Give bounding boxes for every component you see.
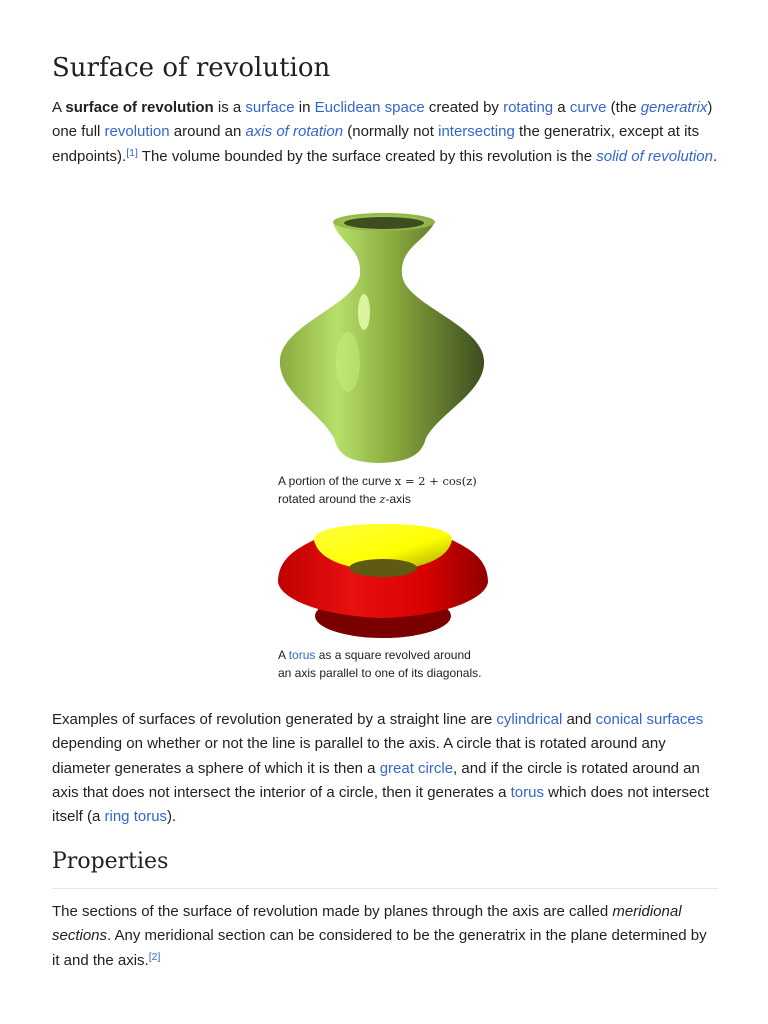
link-axis-text: axis of rotation (245, 123, 344, 141)
link-generatrix-text: generatrix (640, 99, 708, 116)
text: the generatrix, except at its endpoints). (52, 123, 700, 165)
intro-paragraph (52, 96, 718, 169)
link-intersecting[interactable]: intersecting (438, 123, 515, 141)
text: -axis (385, 492, 411, 506)
reference-1[interactable]: [1] (126, 146, 138, 159)
torus-image[interactable] (278, 524, 488, 642)
reference-2[interactable]: [2] (148, 950, 161, 963)
link-great-circle[interactable]: great circle (379, 759, 454, 777)
vase-rim-inner (344, 217, 424, 229)
link-rotating[interactable]: rotating (503, 99, 554, 116)
text: , and if the circle is rotated around an axis that does not intersect the interior of a circle, then it generates a (52, 759, 700, 801)
curve-formula: x = 2 + cos(z) (394, 474, 477, 488)
text: around an (169, 123, 246, 141)
link-conical-surfaces[interactable]: conical surfaces (595, 711, 704, 728)
bold-term: surface of revolution (65, 99, 214, 116)
vase-figure (278, 212, 484, 508)
text: rotated around the (278, 492, 380, 506)
torus-figure (278, 524, 484, 682)
link-solid-of-revolution[interactable] (596, 148, 713, 165)
text: and (562, 711, 596, 728)
link-axis-of-rotation[interactable] (246, 123, 344, 140)
vase-caption (278, 472, 484, 508)
link-cylindrical[interactable]: cylindrical (496, 711, 563, 728)
text: A portion of the curve (278, 474, 395, 488)
link-solid-text: solid of revolution (596, 147, 713, 165)
link-ring-torus[interactable]: ring torus (104, 808, 168, 826)
section-heading-properties: Properties (52, 846, 718, 889)
vase-highlight-lower (336, 332, 360, 392)
page-title: Surface of revolution (52, 53, 331, 83)
torus-caption (278, 646, 484, 682)
text: The sections of the surface of revolution made by planes through the axis are called (52, 903, 613, 920)
examples-paragraph (52, 708, 718, 829)
text: The volume bounded by the surface created by this revolution is the (137, 147, 597, 165)
text: depending on whether or not the line is parallel to the axis. A circle that is rotated around any diameter generates a sphere of which it is then a (52, 735, 666, 777)
text: . Any meridional section can be considered to be the generatrix in the plane determined by it and the axis. (52, 927, 707, 969)
term-meridional-sections: meridional sections (52, 903, 682, 945)
text: ) one full (52, 99, 713, 141)
link-torus[interactable]: torus (510, 783, 544, 801)
link-curve[interactable]: curve (569, 99, 607, 116)
link-revolution[interactable]: revolution (104, 123, 170, 141)
caption-link-torus[interactable]: torus (288, 648, 316, 662)
text: in (294, 99, 315, 116)
text: ). (167, 808, 177, 826)
text: (normally not (343, 123, 439, 141)
text: Examples of surfaces of revolution generated by a straight line are (52, 711, 497, 728)
text: a (553, 99, 570, 116)
vase-image[interactable] (278, 212, 484, 466)
properties-paragraph (52, 900, 718, 973)
link-euclidean-space[interactable]: Euclidean space (314, 99, 425, 116)
text: created by (424, 99, 504, 116)
text: A (278, 648, 289, 662)
link-generatrix[interactable] (641, 99, 708, 116)
vase-body (280, 222, 484, 463)
link-surface[interactable]: surface (245, 99, 295, 116)
text: . (712, 147, 718, 165)
text: is a (213, 99, 246, 116)
text: A (52, 99, 66, 116)
text: (the (606, 99, 641, 116)
torus-hole (349, 559, 417, 577)
axis-symbol: z (379, 492, 386, 506)
vase-highlight (358, 294, 370, 330)
text: which does not intersect itself (a (52, 783, 710, 826)
text: as a square revolved around an axis parallel to one of its diagonals. (278, 648, 482, 680)
